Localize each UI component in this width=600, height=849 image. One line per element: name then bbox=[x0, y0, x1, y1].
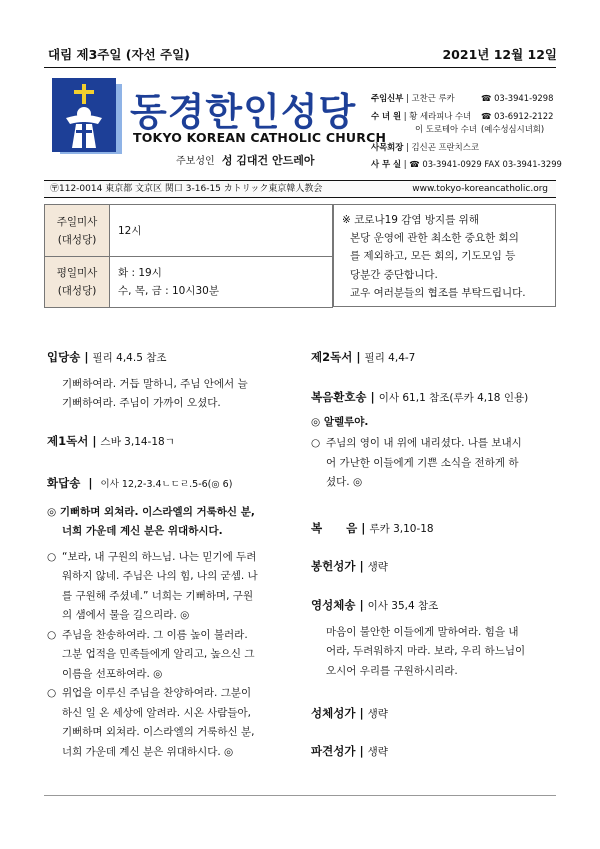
info-row-office: 사 무 실 | ☎ 03-3941-0929 FAX 03-3941-3299 bbox=[371, 159, 562, 169]
psalm-verse-1: ○ “보라, 내 구원의 하느님. 나는 믿기에 두려 워하지 않네. 주님은 나의 힘, 나의 굳셈. 나 를 구원해 주셨네.” 너희는 기뻐하며, 구원 의 샘에서 물을 길으리라. ◎ bbox=[47, 550, 258, 621]
second-reading-heading: 제2독서 | 필리 4,4-7 bbox=[311, 350, 416, 364]
eucharist-hymn-section bbox=[311, 704, 560, 725]
psalm-heading: 화답송 | 이사 12,2-3.4ㄴㄷㄹ.5-6(◎ 6) bbox=[47, 476, 233, 490]
church-name-english: TOKYO KOREAN CATHOLIC CHURCH bbox=[133, 130, 387, 145]
alleluia-verse: ○ 주님의 영이 내 위에 내리셨다. 나를 보내시 어 가난한 이들에게 기쁜 소식을 전하게 하 셨다. ◎ bbox=[311, 437, 522, 488]
header-rule bbox=[44, 67, 556, 68]
psalm-verse-3: ○ 위업을 이루신 주님을 찬양하여라. 그분이 하신 일 온 세상에 알려라. 시온 사람들아, 기뻐하며 외쳐라. 이스라엘의 거룩하신 분, 너희 가운데 계신 분은 위대하시다. ◎ bbox=[47, 687, 255, 758]
recessional-hymn-section bbox=[311, 742, 560, 763]
alleluia-heading: 복음환호송 | 이사 61,1 참조(루카 4,18 인용) bbox=[311, 390, 529, 404]
church-name-korean: 동경한인성당 bbox=[130, 90, 357, 134]
notice-line: ※ 코로나19 감염 방지를 위해 bbox=[342, 214, 479, 226]
gospel-heading: 복 음 | 루카 3,10-18 bbox=[311, 521, 434, 535]
church-website[interactable]: www.tokyo-koreancatholic.org bbox=[412, 184, 548, 194]
table-row bbox=[45, 257, 333, 308]
gospel-section bbox=[311, 519, 560, 540]
entrance-heading: 입당송 | 필리 4,4.5 참조 bbox=[47, 350, 167, 364]
notice-line: 교우 여러분들의 협조를 부탁드립니다. bbox=[350, 286, 526, 299]
info-row-council: 사목회장 | 김신곤 프란치스코 bbox=[371, 141, 479, 152]
sunday-mass-label: 주일미사 (대성당) bbox=[45, 205, 110, 257]
communion-heading: 영성체송 | 이사 35,4 참조 bbox=[311, 598, 439, 612]
footer-rule bbox=[44, 795, 556, 796]
offertory-heading: 봉헌성가 | 생략 bbox=[311, 559, 388, 573]
church-address: 〶112-0014 東京都 文京区 関口 3-16-15 カトリック東京韓人教会 bbox=[50, 184, 323, 194]
header-date: 2021년 12월 12일 bbox=[442, 47, 557, 62]
info-row-convent-2: 이 도로테아 수녀 (예수성심시녀회) bbox=[415, 124, 545, 134]
church-logo-icon bbox=[52, 78, 122, 158]
offertory-section bbox=[311, 557, 560, 578]
entrance-antiphon-section: 입당송 | 필리 4,4.5 참조 기뻐하여라. 거듭 말하니, 주님 안에서 늘 기뻐하여라. 주님이 가까이 오셨다. bbox=[47, 348, 297, 414]
patron-label: 주보성인 bbox=[176, 156, 215, 167]
alleluia-line: ◎ 알렐루야. bbox=[311, 415, 369, 428]
psalm-section: 화답송 | 이사 12,2-3.4ㄴㄷㄹ.5-6(◎ 6) ◎ 기뻐하며 외쳐라. 이스라엘의 거룩하신 분, 너희 가운데 계신 분은 위대하시다. ○ “보라, 내 구원의 하느님. 나는 믿기에 두려 워하지 않네. 주님은 나의 힘, 나의 굳셈. 나 를 구원해 주셨네.” 너희는 기뻐하며, 구원 의 샘에서 물을 길으리라. ◎ ○ 주님을 찬송하여라. 그 이름 높이 불러라. 그분 업적을 민족들에게 알리고, 높으신 그 이름을 선포하여라. ◎ ○ 위업을 이루신 주님을 찬양하여라. 그분이 하신 일 온 세상에 알려라. 시온 사람들아, 기뻐하며 외쳐라. 이스라엘의 거룩하신 분, 너희 가운데 계신 분은 위대하시다. ◎ bbox=[47, 474, 297, 762]
mass-schedule-table bbox=[44, 204, 333, 308]
notice-line: 를 제외하고, 모든 회의, 기도모임 등 bbox=[350, 250, 516, 263]
weekday-mass-time: 화 : 19시 수, 목, 금 : 10시30분 bbox=[110, 257, 333, 308]
psalm-verse-2: ○ 주님을 찬송하여라. 그 이름 높이 불러라. 그분 업적을 민족들에게 알리고, 높으신 그 이름을 선포하여라. ◎ bbox=[47, 628, 255, 680]
notice-line: 본당 운영에 관한 최소한 중요한 회의 bbox=[350, 232, 519, 245]
communion-section: 영성체송 | 이사 35,4 참조 마음이 불안한 이들에게 말하여라. 힘을 내 어라, 두려워하지 마라. 보라, 우리 하느님이 오시어 우리를 구원하시리라. bbox=[311, 596, 560, 681]
patron-saint bbox=[176, 152, 315, 168]
info-row-priest: 주임신부 | 고찬근 루카 ☎ 03-3941-9298 bbox=[371, 93, 554, 103]
sunday-mass-time: 12시 bbox=[110, 205, 333, 257]
info-row-convent: 수 녀 원 | 황 세라피나 수녀 ☎ 03-6912-2122 bbox=[371, 110, 554, 121]
header-week: 대림 제3주일 (자선 주일) bbox=[48, 47, 190, 62]
psalm-antiphon: ◎ 기뻐하며 외쳐라. 이스라엘의 거룩하신 분, bbox=[47, 505, 255, 518]
eucharist-heading: 성체성가 | 생략 bbox=[311, 706, 388, 720]
address-bar bbox=[44, 180, 556, 198]
recessional-heading: 파견성가 | 생략 bbox=[311, 744, 388, 758]
first-reading-heading: 제1독서 | 스바 3,14-18ㄱ bbox=[47, 434, 175, 448]
first-reading-section bbox=[47, 432, 297, 453]
notice-mark-icon: ※ bbox=[342, 214, 351, 226]
weekday-mass-label: 평일미사 (대성당) bbox=[45, 257, 110, 308]
notice-line: 당분간 중단합니다. bbox=[350, 268, 438, 281]
second-reading-section bbox=[311, 348, 560, 369]
table-row bbox=[45, 205, 333, 257]
contact-info bbox=[371, 92, 591, 172]
alleluia-section bbox=[311, 388, 560, 493]
patron-name: 성 김대건 안드레아 bbox=[221, 154, 315, 167]
covid-notice bbox=[333, 204, 556, 307]
